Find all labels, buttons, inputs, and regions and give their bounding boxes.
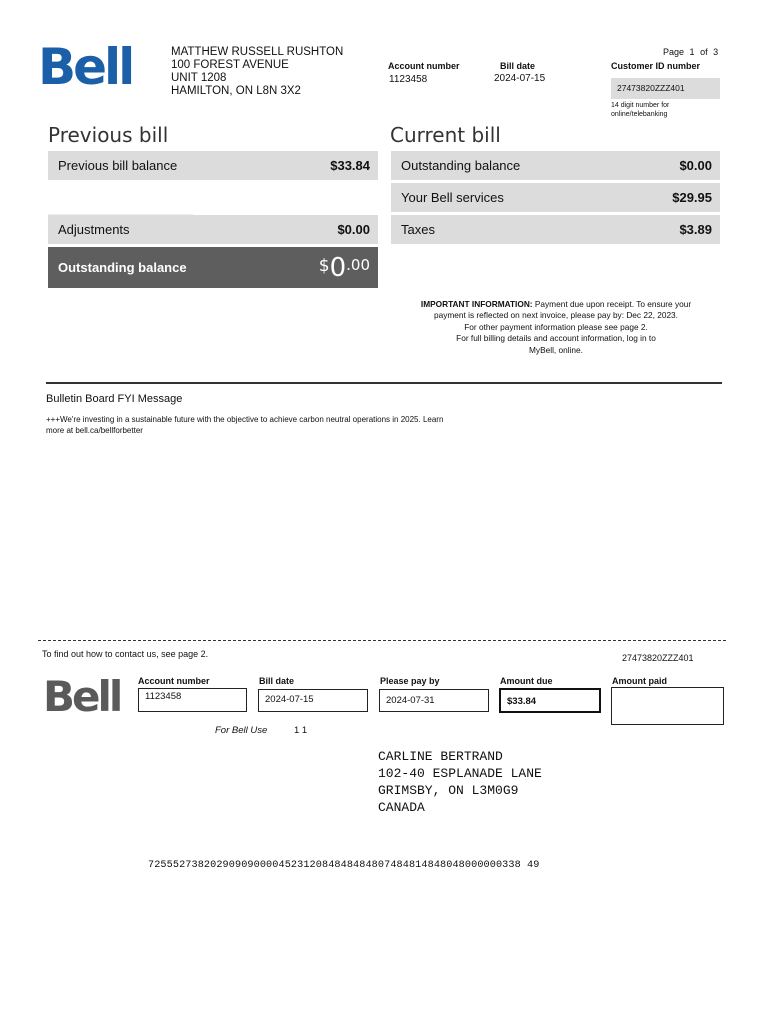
current-outstanding-label: Outstanding balance <box>401 158 521 173</box>
adjustments-value: $0.00 <box>337 222 370 237</box>
amount-paid-field[interactable] <box>611 687 724 725</box>
stub-bill-date-value: 2024-07-15 <box>258 689 368 712</box>
important-line5: MyBell, online. <box>529 344 583 355</box>
customer-id-label: Customer ID number <box>611 61 701 71</box>
outstanding-balance-row <box>48 247 378 288</box>
stub-account-label: Account number <box>138 676 210 686</box>
taxes-row <box>391 215 720 244</box>
taxes-label: Taxes <box>401 222 435 237</box>
customer-id-note-line1: 14 digit number for <box>611 102 670 109</box>
important-heading: IMPORTANT INFORMATION: <box>420 299 533 309</box>
customer-id-value: 27473820ZZZ401 <box>611 78 720 99</box>
bill-date-label: Bill date <box>500 61 536 71</box>
page-current: 1 <box>689 47 695 57</box>
important-information <box>395 299 717 356</box>
bulletin-line1: +++We're investing in a sustainable future with the objective to achieve carbon neutral operations in 2025. Learn <box>46 415 444 424</box>
pay-by-label: Please pay by <box>380 676 440 686</box>
bell-services-value: $29.95 <box>672 190 712 205</box>
customer-address-line3: HAMILTON, ON L8N 3X2 <box>171 85 301 97</box>
account-number-value: 1123458 <box>389 74 428 85</box>
customer-address <box>171 46 343 98</box>
mailing-address <box>378 748 542 816</box>
adjustments-row <box>48 215 378 244</box>
outstanding-balance-amount <box>319 254 370 282</box>
amount-due-label: Amount due <box>500 676 553 686</box>
current-outstanding-row <box>391 151 720 180</box>
outstanding-dollar-sign: $ <box>318 255 330 276</box>
bulletin-title: Bulletin Board FYI Message <box>46 393 183 405</box>
page-of: of <box>700 47 708 57</box>
tear-line <box>38 640 726 641</box>
important-line4: For full billing details and account information, log in to <box>456 333 656 344</box>
bell-logo-grey: Bell <box>43 672 121 721</box>
mail-line3: CANADA <box>378 800 425 815</box>
taxes-value: $3.89 <box>679 222 712 237</box>
stub-bill-date-label: Bill date <box>259 676 295 686</box>
outstanding-cents: .00 <box>346 255 370 274</box>
customer-name: MATTHEW RUSSELL RUSHTON <box>171 46 344 58</box>
outstanding-dollars: 0 <box>329 252 347 283</box>
amount-due-value: $33.84 <box>499 688 601 713</box>
bell-logo: Bell <box>38 38 133 96</box>
bulletin-line2: more at bell.ca/bellforbetter <box>46 426 143 435</box>
adjustments-label: Adjustments <box>58 222 130 237</box>
outstanding-balance-label: Outstanding balance <box>58 260 187 275</box>
bell-services-label: Your Bell services <box>401 190 504 205</box>
page-label: Page <box>663 47 685 57</box>
mail-line2: GRIMSBY, ON L3M0G9 <box>378 783 519 798</box>
bell-use-label: For Bell Use <box>215 725 268 736</box>
mail-line1: 102-40 ESPLANADE LANE <box>378 766 542 781</box>
pay-by-value: 2024-07-31 <box>379 689 489 712</box>
bill-date-value: 2024-07-15 <box>494 73 546 84</box>
previous-bill-balance-row <box>48 151 378 180</box>
current-bill-title: Current bill <box>390 123 501 147</box>
bell-use-value: 1 1 <box>294 725 308 736</box>
previous-bill-balance-label: Previous bill balance <box>58 158 178 173</box>
important-line2: payment is reflected on next invoice, please pay by: Dec 22, 2023. <box>434 310 678 321</box>
previous-bill-balance-value: $33.84 <box>330 158 370 173</box>
stub-customer-id: 27473820ZZZ401 <box>622 653 694 663</box>
contact-text: To find out how to contact us, see page 2. <box>42 649 209 659</box>
important-line1: Payment due upon receipt. To ensure your <box>534 299 692 309</box>
mail-name: CARLINE BERTRAND <box>378 749 503 764</box>
current-outstanding-value: $0.00 <box>679 158 712 173</box>
previous-bill-title: Previous bill <box>48 123 169 147</box>
bulletin-message <box>46 414 506 436</box>
amount-paid-label: Amount paid <box>612 676 667 686</box>
bell-services-row <box>391 183 720 212</box>
customer-id-note <box>611 101 669 119</box>
customer-address-line1: 100 FOREST AVENUE <box>171 59 289 71</box>
page-indicator <box>663 47 718 57</box>
scanline: 725552738202909090000452312084848484807484814848048000000338 49 <box>148 860 540 871</box>
customer-id-note-line2: online/telebanking <box>611 111 668 118</box>
account-number-label: Account number <box>388 61 460 71</box>
customer-address-line2: UNIT 1208 <box>171 72 227 84</box>
section-divider <box>46 382 722 384</box>
page-total: 3 <box>713 47 719 57</box>
important-line3: For other payment information please see page 2. <box>464 321 648 332</box>
stub-account-value: 1123458 <box>138 688 247 712</box>
